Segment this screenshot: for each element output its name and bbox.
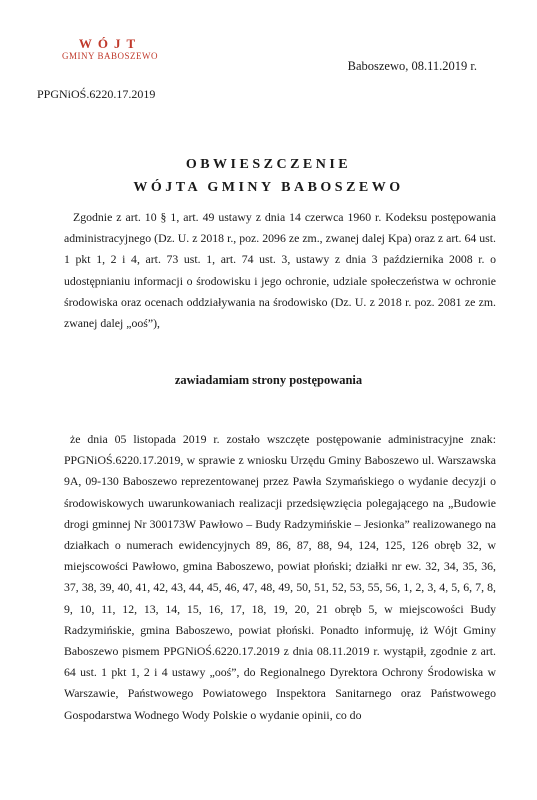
announcement-heading: zawiadamiam strony postępowania: [174, 373, 363, 387]
authority-title: WÓJT: [78, 36, 142, 51]
reference-number: PPGNiOŚ.6220.17.2019: [37, 87, 156, 101]
authority-subtitle: GMINY BABOSZEWO: [62, 51, 158, 61]
authority-stamp: [48, 36, 172, 62]
legal-basis-paragraph: Zgodnie z art. 10 § 1, art. 49 ustawy z dnia 14 czerwca 1960 r. Kodeksu postępowania administracyjnego (Dz. U. z 2018 r., poz. 2096 ze zm., zwanej dalej Kpa) oraz z art. 64 ust. 1 pkt 1, 2 i 4, art. 73 ust. 1, art. 74 ust. 3, ustawy z dnia 3 października 2008 r. o udostępnianiu informacji o środowisku i jego ochronie, udziale społeczeństwa w ochronie środowiska oraz ocenach oddziaływania na środowisko (Dz. U. z 2018 r. poz. 2081 ze zm. zwanej dalej „ooś”),: [64, 210, 496, 331]
notice-subtitle: WÓJTA GMINY BABOSZEWO: [133, 180, 404, 195]
place-date: Baboszewo, 08.11.2019 r.: [347, 59, 477, 73]
proceedings-details-paragraph: że dnia 05 listopada 2019 r. zostało wszczęte postępowanie administracyjne znak: PPGNiOŚ.6220.17.2019, w sprawie z wniosku Urzędu Gminy Baboszewo ul. Warszawska 9A, 09-130 Baboszewo reprezentowanej przez Pawła Szymańskiego o wydanie decyzji o środowiskowych uwarunkowaniach realizacji przedsięwzięcia polegającego na „Budowie drogi gminnej Nr 300173W Pawłowo – Budy Radzymińskie – Jesionka” realizowanego na działkach o numerach ewidencyjnych 89, 86, 87, 88, 94, 124, 125, 126 obręb 32, w miejscowości Pawłowo, gmina Baboszewo, powiat płoński; działki nr ew. 32, 34, 35, 36, 37, 38, 39, 40, 41, 42, 43, 44, 45, 46, 47, 48, 49, 50, 51, 52, 53, 55, 56, 1, 2, 3, 4, 5, 6, 7, 8, 9, 10, 11, 12, 13, 14, 15, 16, 17, 18, 19, 20, 21 obręb 5, w miejscowości Budy Radzymińskie, gmina Baboszewo, powiat płoński. Ponadto informuję, iż Wójt Gminy Baboszewo pismem PPGNiOŚ.6220.17.2019 z dnia 08.11.2019 r. wystąpił, zgodnie z art. 64 ust. 1 pkt 1, 2 i 4 ustawy „ooś”, do Regionalnego Dyrektora Ochrony Środowiska w Warszawie, Państwowego Powiatowego Inspektora Sanitarnego oraz Państwowego Gospodarstwa Wodnego Wody Polskie o wydanie opinii, co do: [64, 432, 496, 722]
notice-title: OBWIESZCZENIE: [185, 157, 352, 172]
